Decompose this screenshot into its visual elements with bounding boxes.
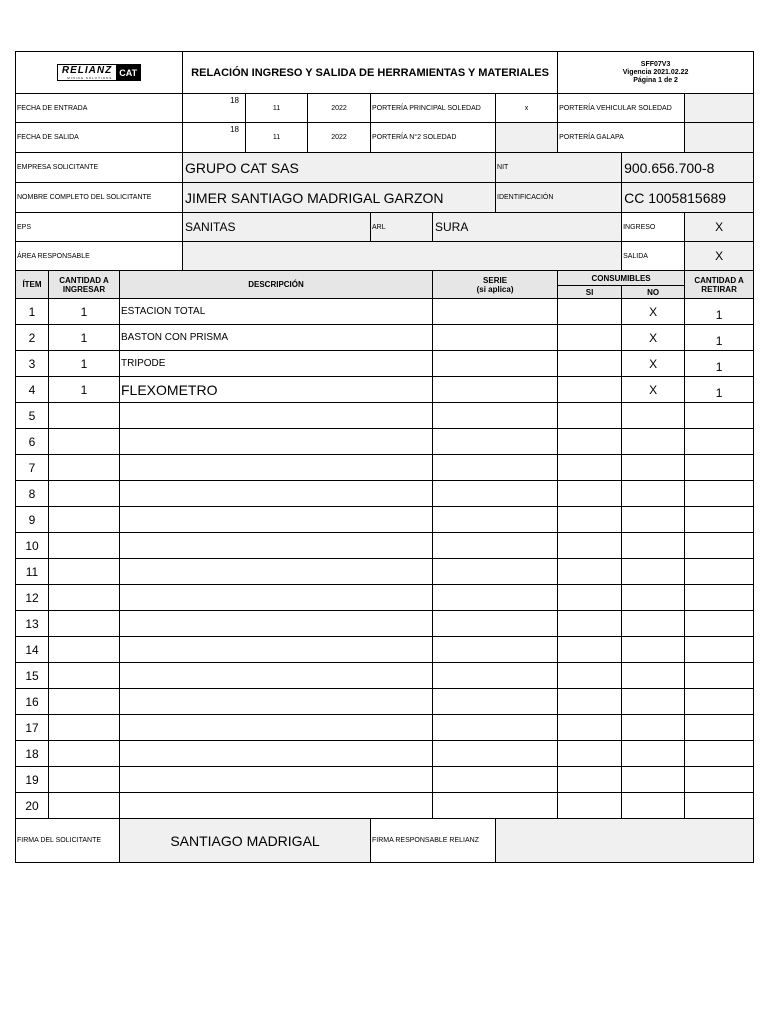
item-description[interactable] (120, 637, 433, 663)
item-qty-retirar[interactable] (685, 585, 754, 611)
item-consumible-si[interactable] (558, 611, 622, 637)
table-row (16, 403, 754, 429)
item-consumible-no[interactable]: X (622, 299, 685, 325)
fecha-salida-label: FECHA DE SALIDA (16, 123, 183, 153)
item-serie[interactable] (433, 559, 558, 585)
item-qty-ingresar[interactable] (49, 533, 120, 559)
porteria-vehicular-label: PORTERÍA VEHICULAR SOLEDAD (558, 94, 685, 123)
table-row (16, 663, 754, 689)
col-item-header: ÍTEM (16, 271, 49, 299)
fecha-entrada-day[interactable] (183, 94, 246, 123)
empresa-value[interactable]: GRUPO CAT SAS (183, 153, 496, 183)
item-description[interactable] (120, 533, 433, 559)
item-qty-retirar[interactable]: 1 (685, 351, 754, 377)
item-qty-retirar[interactable] (685, 637, 754, 663)
col-si-header: SI (558, 286, 622, 299)
item-consumible-si[interactable] (558, 403, 622, 429)
item-qty-ingresar[interactable] (49, 559, 120, 585)
eps-label: EPS (16, 213, 183, 242)
item-consumible-no[interactable] (622, 689, 685, 715)
item-qty-ingresar[interactable]: 1 (49, 325, 120, 351)
item-number: 5 (16, 403, 49, 429)
col-cantidad-retirar-header (685, 271, 754, 299)
item-qty-retirar[interactable]: 1 (685, 299, 754, 325)
form-table (15, 51, 754, 863)
table-row (16, 793, 754, 819)
form-title: RELACIÓN INGRESO Y SALIDA DE HERRAMIENTAS Y MATERIALES (183, 52, 558, 94)
item-consumible-si[interactable] (558, 299, 622, 325)
fecha-entrada-year[interactable]: 2022 (308, 94, 371, 123)
item-description[interactable] (120, 429, 433, 455)
table-row (16, 611, 754, 637)
item-consumible-no[interactable] (622, 741, 685, 767)
item-serie[interactable] (433, 299, 558, 325)
table-row (16, 559, 754, 585)
item-qty-ingresar[interactable] (49, 689, 120, 715)
item-serie[interactable] (433, 507, 558, 533)
firma-solicitante-value[interactable]: SANTIAGO MADRIGAL (120, 819, 371, 863)
identificacion-value[interactable]: CC 1005815689 (622, 183, 754, 213)
item-consumible-si[interactable] (558, 663, 622, 689)
item-serie[interactable] (433, 767, 558, 793)
item-consumible-no[interactable] (622, 663, 685, 689)
item-consumible-si[interactable] (558, 637, 622, 663)
empresa-label: EMPRESA SOLICITANTE (16, 153, 183, 183)
firma-responsable-value[interactable] (496, 819, 754, 863)
item-consumible-no[interactable] (622, 403, 685, 429)
item-serie[interactable] (433, 351, 558, 377)
item-number: 15 (16, 663, 49, 689)
item-description[interactable] (120, 507, 433, 533)
item-qty-retirar[interactable]: 1 (685, 325, 754, 351)
table-row (16, 299, 754, 325)
porteria-galapa-mark[interactable] (685, 123, 754, 153)
item-consumible-no[interactable] (622, 611, 685, 637)
item-consumible-no[interactable] (622, 793, 685, 819)
item-serie[interactable] (433, 533, 558, 559)
item-consumible-si[interactable] (558, 715, 622, 741)
logo-main-text: RELIANZ (61, 64, 113, 76)
item-description[interactable]: BASTON CON PRISMA (120, 325, 433, 351)
item-serie[interactable] (433, 637, 558, 663)
item-number: 13 (16, 611, 49, 637)
item-number: 14 (16, 637, 49, 663)
item-qty-ingresar[interactable] (49, 429, 120, 455)
item-description[interactable] (120, 663, 433, 689)
item-consumible-no[interactable]: X (622, 325, 685, 351)
item-description[interactable] (120, 481, 433, 507)
nit-value[interactable]: 900.656.700-8 (622, 153, 754, 183)
salida-mark[interactable]: X (685, 242, 754, 271)
table-row (16, 325, 754, 351)
table-row (16, 533, 754, 559)
table-row (16, 767, 754, 793)
col-cantidad-ingresar-header (49, 271, 120, 299)
item-consumible-si[interactable] (558, 377, 622, 403)
item-description[interactable] (120, 585, 433, 611)
porteria-principal-mark[interactable]: x (496, 94, 558, 123)
table-row (16, 741, 754, 767)
item-serie[interactable] (433, 741, 558, 767)
item-description[interactable] (120, 559, 433, 585)
item-description[interactable] (120, 715, 433, 741)
item-number: 2 (16, 325, 49, 351)
item-consumible-no[interactable] (622, 533, 685, 559)
table-row (16, 455, 754, 481)
item-consumible-si[interactable] (558, 741, 622, 767)
item-number: 8 (16, 481, 49, 507)
item-qty-ingresar[interactable] (49, 403, 120, 429)
col-consumibles-header: CONSUMIBLES (558, 271, 685, 286)
col-descripcion-header: DESCRIPCIÓN (120, 271, 433, 299)
item-qty-ingresar[interactable] (49, 767, 120, 793)
item-qty-ingresar[interactable] (49, 715, 120, 741)
item-description[interactable]: ESTACION TOTAL (120, 299, 433, 325)
item-serie[interactable] (433, 611, 558, 637)
item-consumible-no[interactable] (622, 481, 685, 507)
solicitante-label: NOMBRE COMPLETO DEL SOLICITANTE (16, 183, 183, 213)
firma-solicitante-label: FIRMA DEL SOLICITANTE (16, 819, 120, 863)
item-consumible-no[interactable] (622, 507, 685, 533)
firma-responsable-label: FIRMA RESPONSABLE RELIANZ (371, 819, 496, 863)
item-consumible-no[interactable] (622, 767, 685, 793)
item-consumible-si[interactable] (558, 507, 622, 533)
item-consumible-no[interactable] (622, 637, 685, 663)
item-consumible-no[interactable]: X (622, 377, 685, 403)
item-serie[interactable] (433, 377, 558, 403)
table-row (16, 715, 754, 741)
item-number: 17 (16, 715, 49, 741)
item-consumible-si[interactable] (558, 481, 622, 507)
item-consumible-no[interactable] (622, 429, 685, 455)
table-row (16, 481, 754, 507)
item-qty-retirar[interactable] (685, 533, 754, 559)
item-number: 19 (16, 767, 49, 793)
item-consumible-si[interactable] (558, 351, 622, 377)
item-description[interactable]: TRIPODE (120, 351, 433, 377)
logo-cell (16, 52, 183, 94)
item-serie[interactable] (433, 585, 558, 611)
item-number: 7 (16, 455, 49, 481)
item-qty-retirar[interactable] (685, 767, 754, 793)
items-body (16, 299, 754, 819)
item-serie[interactable] (433, 663, 558, 689)
identificacion-label: IDENTIFICACIÓN (496, 183, 622, 213)
item-qty-ingresar[interactable] (49, 741, 120, 767)
item-number: 4 (16, 377, 49, 403)
item-consumible-si[interactable] (558, 689, 622, 715)
eps-value[interactable]: SANITAS (183, 213, 371, 242)
item-number: 12 (16, 585, 49, 611)
item-number: 6 (16, 429, 49, 455)
form-code: SFF07V3 (640, 60, 671, 68)
item-number: 3 (16, 351, 49, 377)
nit-label: NIT (496, 153, 622, 183)
salida-label: SALIDA (622, 242, 685, 271)
item-qty-retirar[interactable] (685, 741, 754, 767)
porteria-principal-label: PORTERÍA PRINCIPAL SOLEDAD (371, 94, 496, 123)
item-qty-retirar[interactable] (685, 559, 754, 585)
col-cantidad-ingresar-line1: CANTIDAD A (59, 275, 109, 285)
table-row (16, 351, 754, 377)
item-consumible-si[interactable] (558, 767, 622, 793)
item-consumible-si[interactable] (558, 585, 622, 611)
item-qty-retirar[interactable] (685, 403, 754, 429)
item-description[interactable] (120, 741, 433, 767)
item-serie[interactable] (433, 689, 558, 715)
col-serie-header (433, 271, 558, 299)
item-consumible-si[interactable] (558, 533, 622, 559)
solicitante-value[interactable]: JIMER SANTIAGO MADRIGAL GARZON (183, 183, 496, 213)
porteria-n2-label: PORTERÍA N°2 SOLEDAD (371, 123, 496, 153)
table-row (16, 507, 754, 533)
item-qty-ingresar[interactable] (49, 637, 120, 663)
item-consumible-si[interactable] (558, 455, 622, 481)
item-description[interactable] (120, 793, 433, 819)
col-no-header: NO (622, 286, 685, 299)
item-number: 18 (16, 741, 49, 767)
item-consumible-si[interactable] (558, 793, 622, 819)
arl-value[interactable]: SURA (433, 213, 622, 242)
item-number: 11 (16, 559, 49, 585)
item-serie[interactable] (433, 715, 558, 741)
item-qty-ingresar[interactable]: 1 (49, 351, 120, 377)
item-qty-ingresar[interactable] (49, 481, 120, 507)
fecha-entrada-label: FECHA DE ENTRADA (16, 94, 183, 123)
item-number: 20 (16, 793, 49, 819)
fecha-entrada-day-value: 18 (230, 96, 240, 105)
item-description[interactable] (120, 767, 433, 793)
item-qty-retirar[interactable] (685, 715, 754, 741)
table-row (16, 429, 754, 455)
item-qty-retirar[interactable] (685, 611, 754, 637)
col-serie-line2: (si aplica) (476, 284, 514, 294)
item-qty-retirar[interactable] (685, 689, 754, 715)
ingreso-mark[interactable]: X (685, 213, 754, 242)
item-qty-ingresar[interactable] (49, 611, 120, 637)
item-qty-ingresar[interactable] (49, 663, 120, 689)
fecha-entrada-month[interactable]: 11 (246, 94, 308, 123)
item-number: 1 (16, 299, 49, 325)
col-cantidad-ingresar-line2: INGRESAR (62, 284, 106, 294)
item-number: 9 (16, 507, 49, 533)
item-serie[interactable] (433, 325, 558, 351)
relianz-logo (16, 64, 182, 81)
area-value[interactable] (183, 242, 622, 271)
table-row (16, 637, 754, 663)
fecha-salida-month[interactable]: 11 (246, 123, 308, 153)
item-consumible-no[interactable] (622, 585, 685, 611)
table-row (16, 689, 754, 715)
item-description[interactable]: FLEXOMETRO (120, 377, 433, 403)
item-consumible-si[interactable] (558, 325, 622, 351)
area-label: ÁREA RESPONSABLE (16, 242, 183, 271)
item-serie[interactable] (433, 429, 558, 455)
item-qty-ingresar[interactable] (49, 793, 120, 819)
item-qty-retirar[interactable] (685, 793, 754, 819)
porteria-galapa-label: PORTERÍA GALAPA (558, 123, 685, 153)
form-vigencia: Vigencia 2021.02.22 (622, 68, 689, 76)
item-consumible-no[interactable]: X (622, 351, 685, 377)
table-row (16, 585, 754, 611)
ingreso-label: INGRESO (622, 213, 685, 242)
item-consumible-si[interactable] (558, 429, 622, 455)
fecha-salida-day[interactable] (183, 123, 246, 153)
item-qty-ingresar[interactable]: 1 (49, 299, 120, 325)
fecha-salida-year[interactable]: 2022 (308, 123, 371, 153)
item-description[interactable] (120, 611, 433, 637)
table-row (16, 377, 754, 403)
item-qty-ingresar[interactable] (49, 455, 120, 481)
col-serie-line1: SERIE (483, 275, 508, 285)
item-description[interactable] (120, 455, 433, 481)
item-qty-ingresar[interactable] (49, 507, 120, 533)
item-qty-retirar[interactable] (685, 507, 754, 533)
item-consumible-no[interactable] (622, 559, 685, 585)
cat-logo: CAT (116, 65, 140, 80)
tool-material-form (15, 51, 753, 863)
col-cantidad-retirar-line1: CANTIDAD A (694, 275, 744, 285)
item-qty-ingresar[interactable]: 1 (49, 377, 120, 403)
item-qty-retirar[interactable] (685, 429, 754, 455)
item-consumible-si[interactable] (558, 559, 622, 585)
item-number: 10 (16, 533, 49, 559)
arl-label: ARL (371, 213, 433, 242)
item-number: 16 (16, 689, 49, 715)
item-qty-retirar[interactable] (685, 481, 754, 507)
item-serie[interactable] (433, 793, 558, 819)
item-serie[interactable] (433, 455, 558, 481)
item-description[interactable] (120, 403, 433, 429)
item-description[interactable] (120, 689, 433, 715)
item-qty-retirar[interactable] (685, 663, 754, 689)
item-consumible-no[interactable] (622, 715, 685, 741)
porteria-n2-mark[interactable] (496, 123, 558, 153)
porteria-vehicular-mark[interactable] (685, 94, 754, 123)
item-serie[interactable] (433, 481, 558, 507)
form-page: Página 1 de 2 (633, 76, 678, 84)
item-qty-retirar[interactable] (685, 455, 754, 481)
col-cantidad-retirar-line2: RETIRAR (701, 284, 737, 294)
fecha-salida-day-value: 18 (230, 125, 240, 134)
form-code-cell (558, 52, 754, 94)
item-consumible-no[interactable] (622, 455, 685, 481)
logo-sub-text: MINING SOLUTIONS (67, 75, 113, 80)
item-serie[interactable] (433, 403, 558, 429)
item-qty-retirar[interactable]: 1 (685, 377, 754, 403)
item-qty-ingresar[interactable] (49, 585, 120, 611)
